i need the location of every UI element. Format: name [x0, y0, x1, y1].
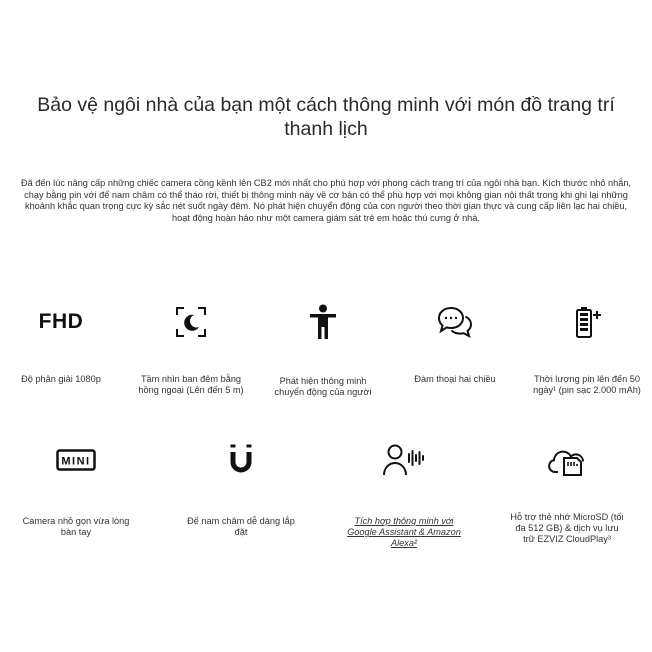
- feature-battery: [526, 300, 648, 396]
- svg-text:MINI: MINI: [61, 455, 91, 468]
- voice-assistant-icon: [343, 438, 465, 482]
- feature-magnet: [180, 438, 302, 538]
- fhd-icon: FHD: [38, 310, 84, 333]
- magnet-icon: [180, 438, 302, 482]
- smart-integration-link[interactable]: Tích hợp thông minh với Google Assistant & Amazon Alexa²: [347, 516, 461, 548]
- feature-label: Thời lượng pin lên đến 50 ngày¹ (pin sạc 2.000 mAh): [533, 374, 641, 395]
- intro-paragraph: Đã đến lúc nâng cấp những chiếc camera cồng kềnh lên CB2 mới nhất cho phù hợp với phong cách trang trí của ngôi nhà bạn. Kích thước nhỏ nhắn, chạy bằng pin với để nam châm có thể tháo rời, thiết bị thông minh này về cơ bản có thể phù hợp với mọi không gian nội thất trong khi ghi lại những khoảnh khắc quan trọng cực kỳ sắc nét suốt ngày đêm. Nó phát hiện chuyển động của con người theo thời gian thực và cung cấp liên lạc hai chiều, hoạt động hoàn hảo như một camera giám sát trẻ em hoặc thú cưng ở nhà.: [21, 178, 631, 223]
- feature-label: Phát hiện thông minh chuyển động của người: [274, 376, 372, 397]
- feature-storage: [506, 438, 628, 545]
- feature-label: Hỗ trợ thẻ nhớ MicroSD (tối đa 512 GB) & dịch vụ lưu trữ EZVIZ CloudPlay³: [510, 512, 624, 544]
- mini-icon: [15, 438, 137, 482]
- feature-human-detection: [262, 300, 384, 398]
- battery-icon: [526, 300, 648, 344]
- chat-bubbles-icon: [394, 300, 516, 344]
- feature-label: Độ phân giải 1080p: [21, 374, 101, 384]
- night-vision-icon: [130, 300, 252, 344]
- cloud-storage-icon: [506, 438, 628, 482]
- feature-fhd: [0, 300, 122, 385]
- feature-label: Đế nam châm dễ dàng lắp đặt: [187, 516, 295, 537]
- feature-smart-integration[interactable]: [343, 438, 465, 549]
- feature-label: Camera nhỏ gọn vừa lòng bàn tay: [22, 516, 130, 537]
- person-icon: [262, 300, 384, 344]
- feature-two-way-talk: [394, 300, 516, 385]
- headline: Bảo vệ ngôi nhà của bạn một cách thông minh với món đồ trang trí thanh lịch: [37, 94, 615, 140]
- feature-mini: [15, 438, 137, 538]
- feature-label: Đàm thoại hai chiều: [414, 374, 496, 384]
- feature-label: Tầm nhìn ban đêm bằng hồng ngoại (Lên đến 5 m): [138, 374, 244, 395]
- feature-night-vision: [130, 300, 252, 396]
